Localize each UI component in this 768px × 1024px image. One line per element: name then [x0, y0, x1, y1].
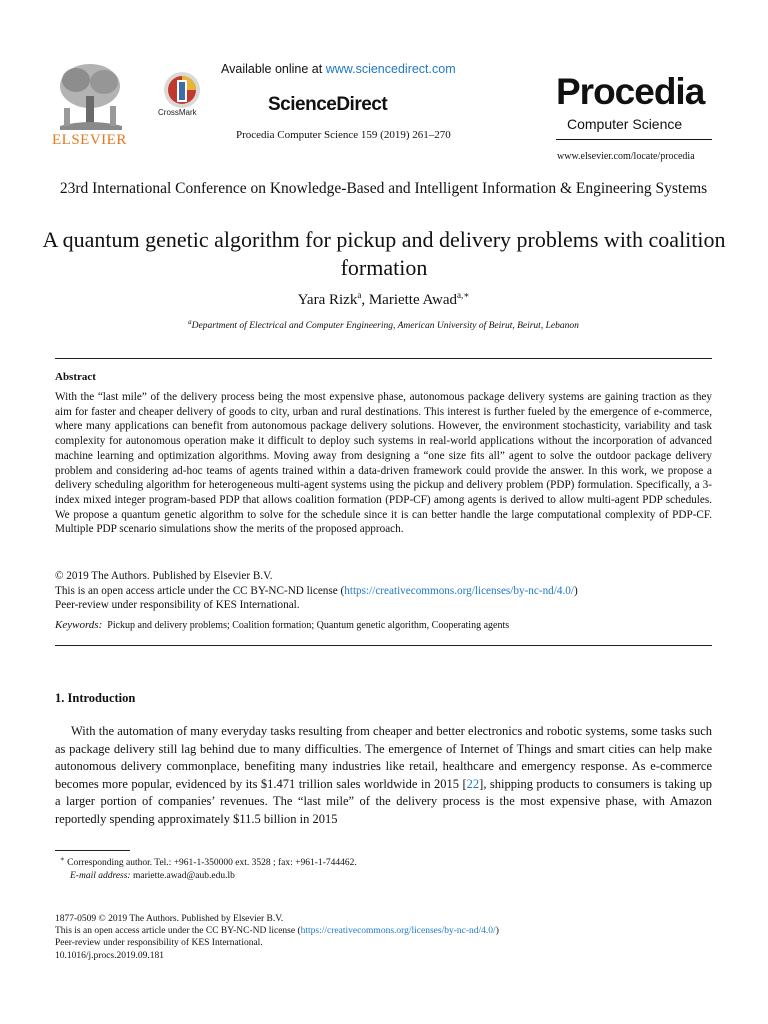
author-list — [55, 290, 712, 309]
introduction-paragraph — [55, 723, 712, 828]
license-suffix: ) — [495, 926, 499, 937]
abstract-top-rule — [55, 358, 712, 359]
author-name: Yara Rizk — [297, 292, 358, 308]
copyright-line: © 2019 The Authors. Published by Elsevier B.V. — [55, 570, 273, 582]
sciencedirect-url-link[interactable]: www.sciencedirect.com — [325, 62, 456, 76]
license-link[interactable]: https://creativecommons.org/licenses/by-nc-nd/4.0/ — [300, 926, 496, 937]
affiliation — [55, 318, 712, 331]
elsevier-url-link[interactable]: www.elsevier.com/locate/procedia — [557, 151, 695, 162]
abstract-body: With the “last mile” of the delivery process being the most expensive phase, autonomous package delivery systems are gaining traction as they aim for faster and cheaper delivery of goods to city, urban and rural destinations. This interest is further fueled by the emergence of e-commerce, where many applications can benefit from autonomous package delivery solutions. However, the environment stochasticity, variability and task complexity for autonomous operation make it difficult to deploy such systems in real-world applications without the incorporation of advanced machine learning and optimization algorithms. Moving away from designing a “one size fits all” agent to solve the outdoor package delivery problem and considering ad-hoc teams of agents trained within a data-driven framework could provide the answer. In this work, we propose a delivery scheduling algorithm for heterogeneous multi-agent systems using the pickup and delivery problem (PDP) formulation. Specifically, a 3-index mixed integer program-based PDP that allows coalition formation (PDP-CF) among agents is derived to allow multi-agent PDP schedules. We propose a quantum genetic algorithm to solve for the schedule since it is can better handle the large computational complexity of PDP-CF. Multiple PDP scenario simulations show the merits of the proposed approach. — [55, 391, 712, 536]
front-matter-footer — [55, 913, 712, 962]
footnote-corresponding — [60, 855, 357, 868]
sciencedirect-logo: ScienceDirect — [268, 94, 388, 115]
peer-review-line: Peer-review under responsibility of KES International. — [55, 938, 263, 949]
procedia-divider — [556, 139, 712, 140]
license-line — [55, 925, 712, 937]
doi-line[interactable]: 10.1016/j.procs.2019.09.181 — [55, 950, 164, 961]
footnote-rule — [55, 850, 130, 851]
footnote-text: Corresponding author. Tel.: +961-1-350000 ext. 3528 ; fax: +961-1-744462. — [64, 858, 357, 869]
intro-text: With the automation of many everyday tasks resulting from cheaper and better electronics and robotic systems, some tasks such as package delivery still lag behind due to many difficulties. The emergence of Internet of Things and smart cities can help make autonomous delivery commonplace, benefiting many industries like retail, healthcare and emergency response. As e-commerce becomes more popular, evidenced by its $1.471 trillion sales worldwide in 2015 [ — [55, 724, 712, 791]
license-prefix: This is an open access article under the CC BY-NC-ND license ( — [55, 584, 345, 597]
elsevier-logo-text: ELSEVIER — [52, 132, 127, 148]
procedia-logo-title: Procedia — [556, 71, 705, 112]
peer-review-line: Peer-review under responsibility of KES International. — [55, 599, 300, 611]
footnote-mark: ∗ — [60, 855, 65, 863]
keywords — [55, 619, 712, 631]
license-suffix: ) — [573, 584, 578, 597]
citation-link[interactable]: 22 — [466, 776, 480, 791]
abstract-bottom-rule — [55, 645, 712, 646]
author-name: Mariette Awad — [368, 292, 458, 308]
keywords-text: Pickup and delivery problems; Coalition formation; Quantum genetic algorithm, Cooperating agents — [107, 620, 510, 631]
intro-text: ], shipping products to consumers is taking up a larger portion of companies’ revenues. The “last mile” of the delivery process is the most expensive phase, with Amazon reportedly spending approximately $11.5 billion in 2015 — [55, 776, 712, 826]
license-link[interactable]: https://creativecommons.org/licenses/by-nc-nd/4.0/ — [344, 584, 574, 597]
footnote-email — [70, 871, 235, 881]
crossmark-label: CrossMark — [158, 108, 197, 117]
author-affil-mark: a,∗ — [457, 290, 470, 300]
paper-title: A quantum genetic algorithm for pickup and delivery problems with coalition formation — [42, 227, 726, 280]
abstract-heading: Abstract — [55, 371, 96, 383]
available-online — [221, 62, 456, 76]
issn-copyright-line: 1877-0509 © 2019 The Authors. Published by Elsevier B.V. — [55, 914, 284, 924]
affiliation-mark: a — [188, 318, 192, 326]
journal-reference: Procedia Computer Science 159 (2019) 261–270 — [236, 129, 451, 141]
copyright-block — [55, 569, 712, 613]
author-separator: , — [361, 292, 369, 308]
email-address[interactable]: mariette.awad@aub.edu.lb — [130, 871, 235, 881]
procedia-logo-subtitle: Computer Science — [567, 116, 683, 132]
available-prefix: Available online at — [221, 62, 326, 76]
section-heading-introduction: 1. Introduction — [55, 691, 136, 705]
license-prefix: This is an open access article under the CC BY-NC-ND license ( — [55, 926, 301, 937]
author-affil-mark: a — [357, 290, 362, 300]
conference-name: 23rd International Conference on Knowledge-Based and Intelligent Information & Engineering Systems — [59, 180, 708, 197]
affiliation-text: Department of Electrical and Computer Engineering, American University of Beirut, Beirut, Lebanon — [191, 321, 579, 332]
license-line — [55, 584, 712, 599]
keywords-label: Keywords: — [55, 619, 103, 631]
email-label: E-mail address: — [70, 871, 131, 881]
